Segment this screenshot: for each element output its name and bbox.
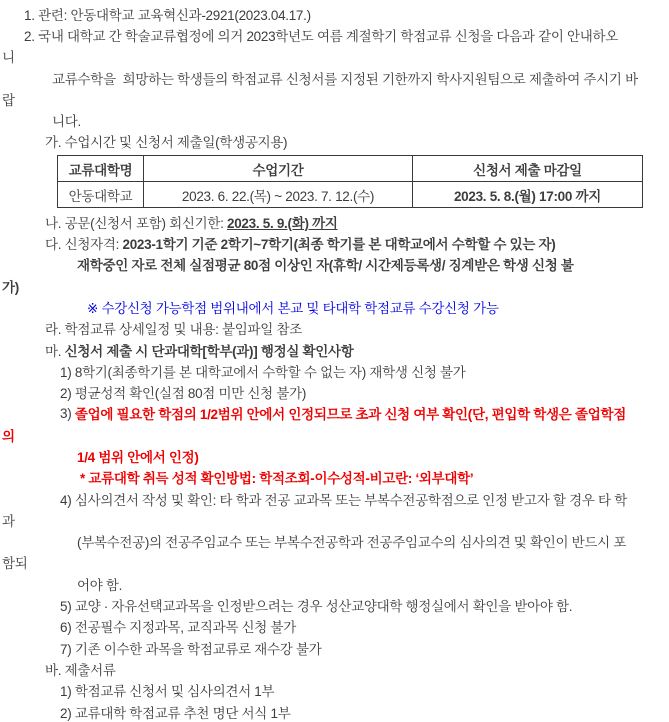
text-line bbox=[0, 488, 669, 509]
text-line bbox=[0, 109, 669, 130]
text-line bbox=[0, 131, 669, 152]
text-segment: 2023. 5. 9.(화) 까지 bbox=[227, 215, 338, 231]
text-segment: 가) bbox=[2, 279, 19, 295]
text-line bbox=[0, 467, 669, 488]
text-line bbox=[0, 254, 669, 275]
text-segment: 1) 8학기(최종학기를 본 대학교에서 수학할 수 없는 자) 재학생 신청 불가 bbox=[60, 364, 466, 380]
text-segment: 4) 심사의견서 작성 및 확인: 타 학과 전공 교과목 또는 부복수전공학점으로 인정 받고자 할 경우 타 학 bbox=[60, 492, 627, 508]
text-segment: 함되 bbox=[2, 556, 28, 572]
table-cell-university: 안동대학교 bbox=[58, 182, 144, 208]
text-segment: 1) 학점교류 신청서 및 심사의견서 1부 bbox=[60, 684, 275, 700]
text-segment: 신청서 제출 시 단과대학[학부(과)] 행정실 확인사항 bbox=[64, 343, 354, 359]
text-segment: 2) 교류대학 학점교류 추천 명단 서식 1부 bbox=[60, 705, 291, 721]
text-line bbox=[0, 552, 669, 573]
text-line bbox=[0, 509, 669, 530]
text-line bbox=[0, 424, 669, 445]
text-segment: 교류수학을 희망하는 학생들의 학점교류 신청서를 지정된 기한까지 학사지원팀으로 제출하여 주시기 바 bbox=[52, 71, 638, 87]
text-segment: 나. 공문(신청서 포함) 회신기한: bbox=[45, 215, 227, 231]
text-line bbox=[0, 232, 669, 253]
text-line bbox=[0, 381, 669, 402]
text-segment: 가. 수업시간 및 신청서 제출일(학생공지용) bbox=[45, 135, 288, 151]
text-segment: ※ 수강신청 가능학점 범위내에서 본교 및 타대학 학점교류 수강신청 가능 bbox=[87, 300, 499, 316]
text-line bbox=[0, 701, 669, 722]
table-header-class-period: 수업기간 bbox=[144, 156, 413, 182]
table-cell-deadline: 2023. 5. 8.(월) 17:00 까지 bbox=[413, 182, 643, 208]
text-segment: 2. 국내 대학교 간 학술교류협정에 의거 2023학년도 여름 계절학기 학점교류 신청을 다음과 같이 안내하오 bbox=[24, 28, 618, 44]
table-header-row bbox=[58, 156, 643, 182]
table-data-row bbox=[58, 182, 643, 208]
table-header-submission-deadline: 신청서 제출 마감일 bbox=[413, 156, 643, 182]
text-segment: 6) 전공필수 지정과목, 교직과목 신청 불가 bbox=[60, 620, 296, 636]
text-segment: 라. 학점교류 상세일정 및 내용: 붙임파일 참조 bbox=[45, 322, 302, 338]
text-segment: 졸업에 필요한 학점의 1/2범위 안에서 인정되므로 초과 신청 여부 확인(단, 편입학 학생은 졸업학점 bbox=[74, 407, 626, 423]
text-line bbox=[0, 531, 669, 552]
text-line bbox=[0, 3, 669, 24]
text-line bbox=[0, 616, 669, 637]
text-segment: 니 bbox=[2, 50, 15, 66]
table-header-exchange-university: 교류대학명 bbox=[58, 156, 144, 182]
text-line bbox=[0, 211, 669, 232]
text-segment: 7) 기존 이수한 과목을 학점교류로 재수강 불가 bbox=[60, 641, 322, 657]
text-line bbox=[0, 275, 669, 296]
text-line bbox=[0, 658, 669, 679]
text-segment: 2) 평균성적 확인(실점 80점 미만 신청 불가) bbox=[60, 386, 307, 402]
text-segment: 2023-1학기 기준 2학기~7학기(최종 학기를 본 대학교에서 수학할 수 있는 자) bbox=[122, 237, 556, 253]
text-line bbox=[0, 67, 669, 88]
text-segment: 의 bbox=[2, 428, 15, 444]
text-line bbox=[0, 88, 669, 109]
text-line bbox=[0, 445, 669, 466]
text-segment: 마. bbox=[45, 343, 65, 359]
text-segment: 3) bbox=[60, 405, 75, 421]
text-segment: * 교류대학 취득 성적 확인방법: 학적조회-이수성적-비고란: ‘외부대학’ bbox=[80, 471, 474, 487]
text-segment: (부복수전공)의 전공주임교수 또는 부복수전공학과 전공주임교수의 심사의견 및 확인이 반드시 포 bbox=[77, 535, 627, 551]
text-segment: 1/4 범위 안에서 인정) bbox=[77, 449, 199, 465]
schedule-table bbox=[57, 155, 643, 208]
text-segment: 다. 신청자격: bbox=[45, 237, 123, 253]
text-line bbox=[0, 24, 669, 45]
text-line bbox=[0, 594, 669, 615]
text-segment: 니다. bbox=[52, 114, 81, 130]
text-segment: 1. 관련: 안동대학교 교육혁신과-2921(2023.04.17.) bbox=[24, 7, 311, 23]
text-segment: 5) 교양 · 자유선택교과목을 인정받으려는 경우 성산교양대학 행정실에서 확인을 받아야 함. bbox=[60, 599, 573, 615]
text-line bbox=[0, 573, 669, 594]
text-line bbox=[0, 637, 669, 658]
text-line bbox=[0, 296, 669, 317]
text-segment: 바. 제출서류 bbox=[45, 662, 116, 678]
text-line bbox=[0, 46, 669, 67]
text-segment: 재학중인 자로 전체 실점평균 80점 이상인 자(휴학/ 시간제등록생/ 징계받은 학생 신청 불 bbox=[77, 258, 574, 274]
table-cell-period: 2023. 6. 22.(목) ~ 2023. 7. 12.(수) bbox=[144, 182, 413, 208]
text-line bbox=[0, 318, 669, 339]
text-line bbox=[0, 339, 669, 360]
text-segment: 과 bbox=[2, 513, 15, 529]
text-segment: 어야 함. bbox=[77, 577, 123, 593]
text-line bbox=[0, 403, 669, 424]
text-segment: 랍 bbox=[2, 92, 15, 108]
text-line bbox=[0, 360, 669, 381]
text-line bbox=[0, 680, 669, 701]
